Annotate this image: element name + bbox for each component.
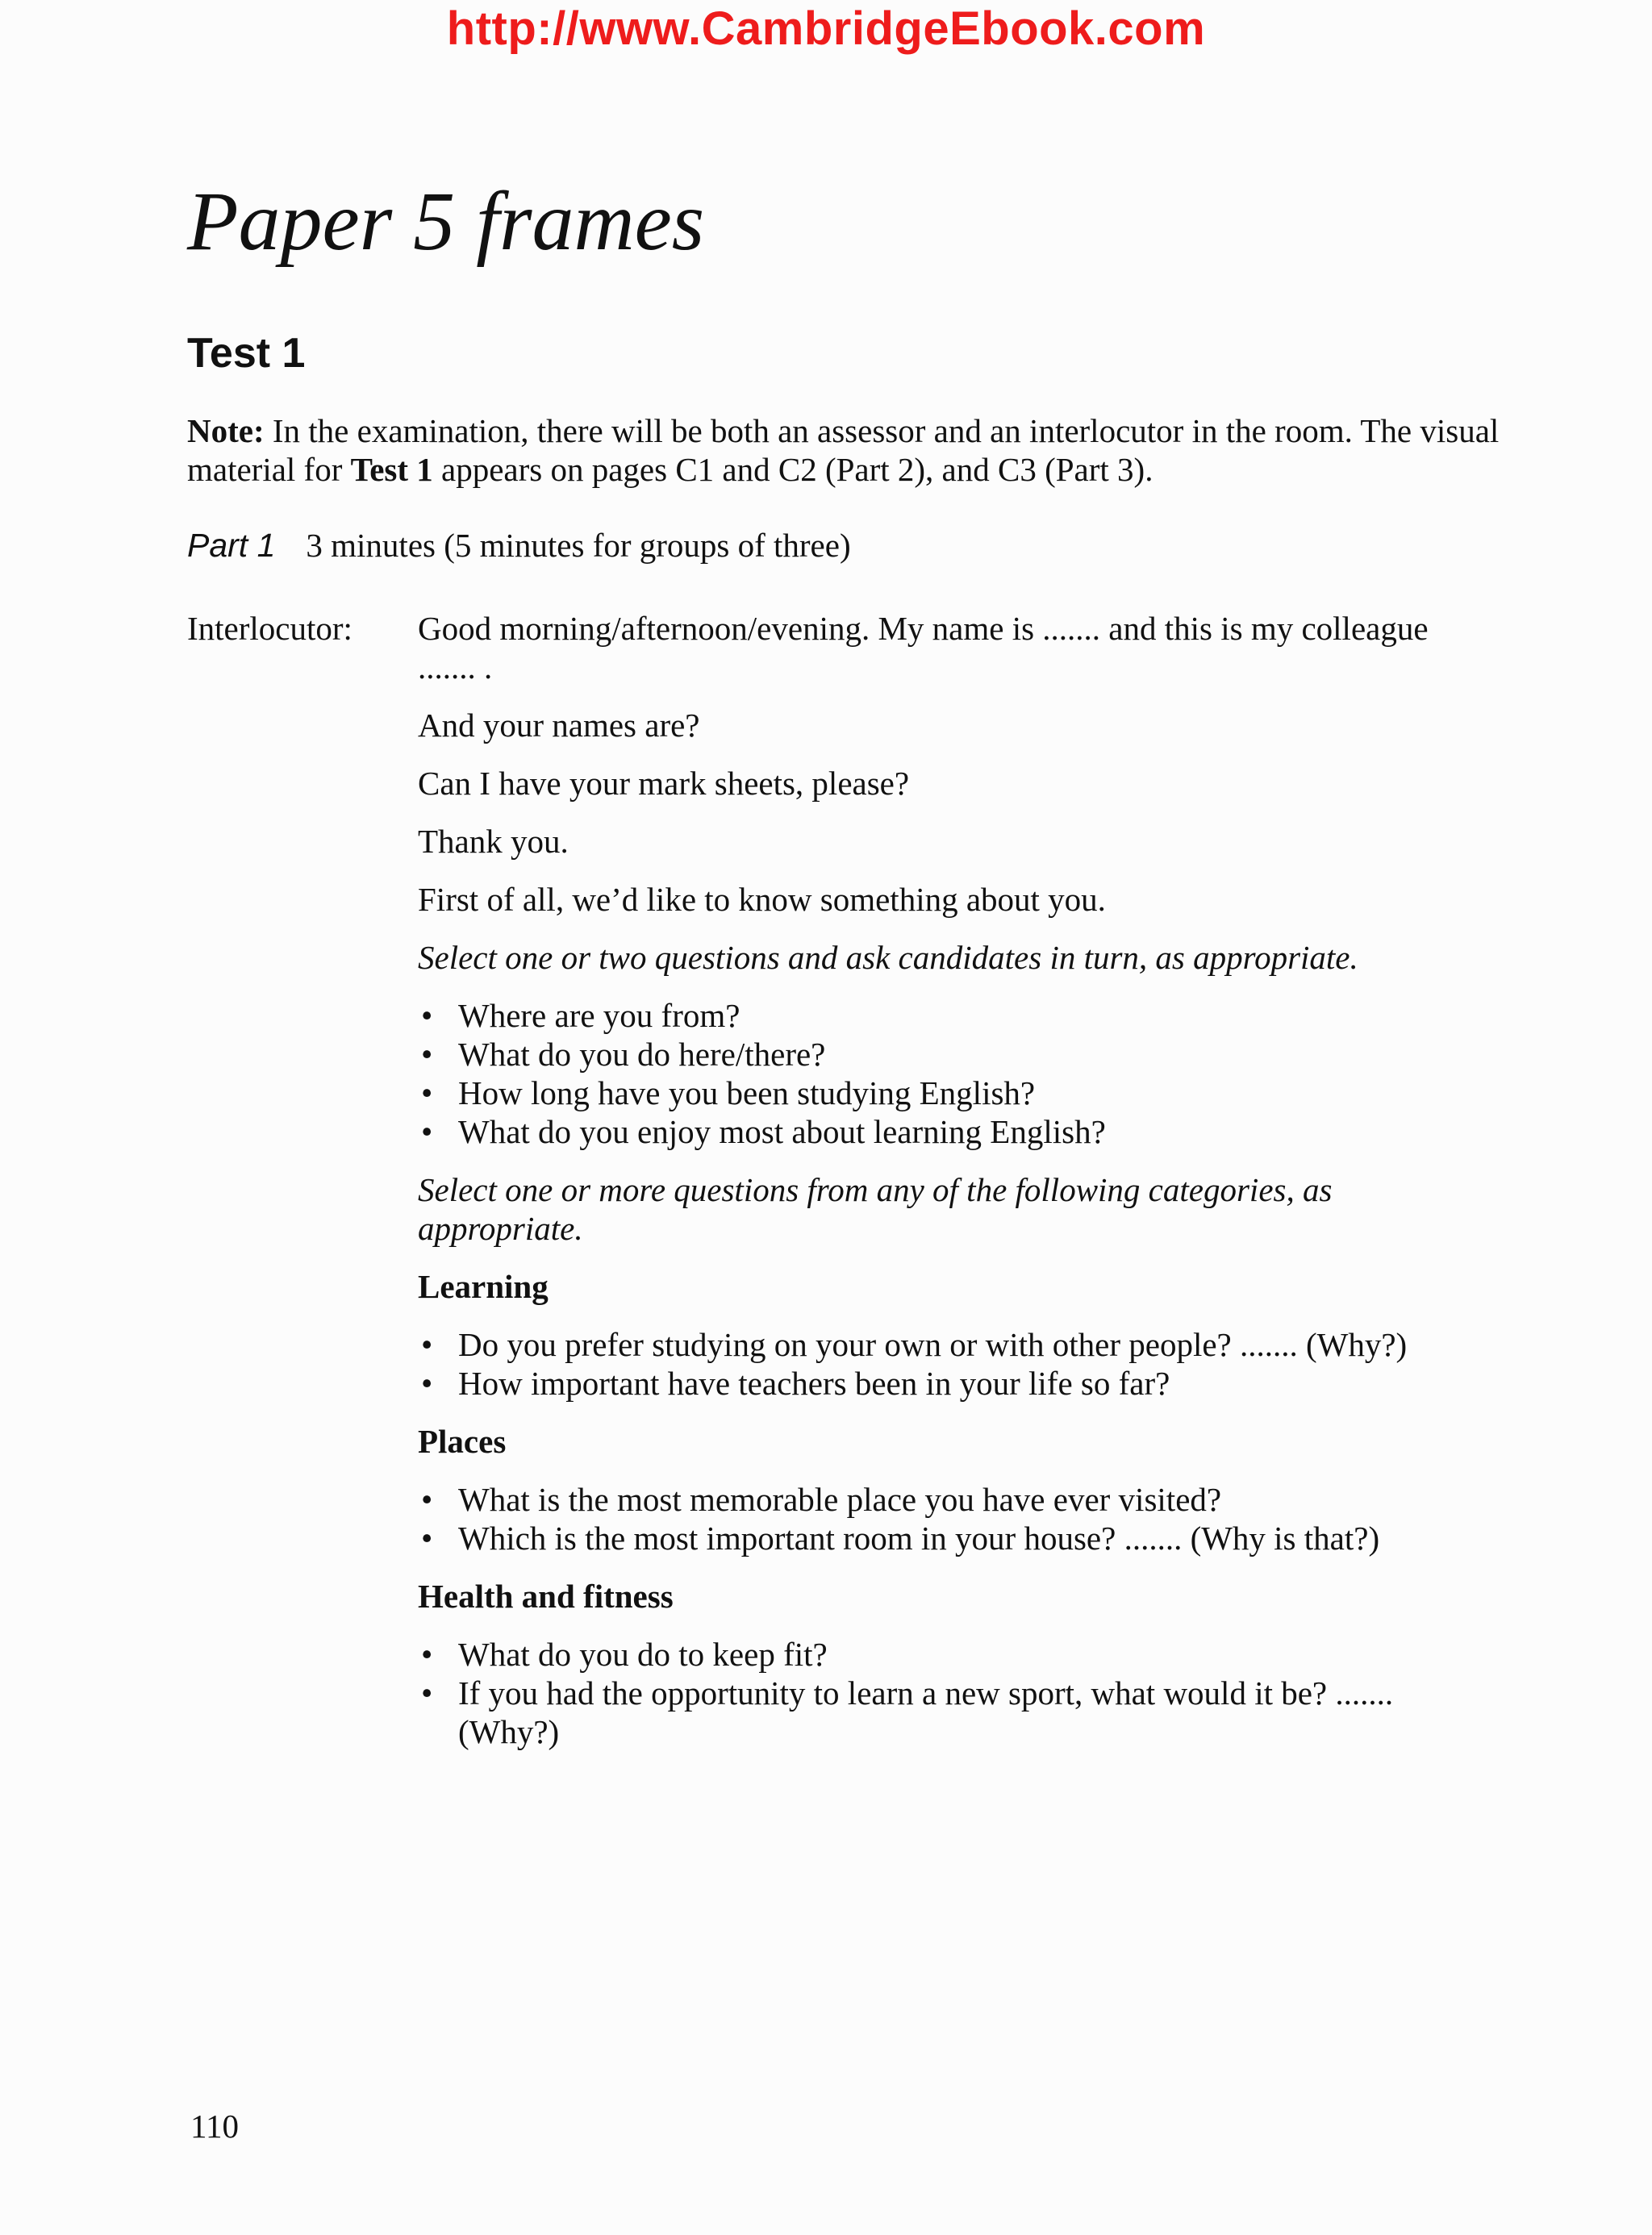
category-heading-places: Places — [418, 1423, 507, 1460]
question-text: What is the most memorable place you have ever visited? — [458, 1481, 1222, 1518]
bullet-icon: • — [421, 1326, 433, 1363]
question-text: How important have teachers been in your life so far? — [458, 1365, 1170, 1402]
bullet-icon: • — [421, 1036, 433, 1073]
note-paragraph — [187, 411, 1558, 489]
bullet-icon: • — [421, 1365, 433, 1402]
list-item — [418, 1074, 1434, 1112]
question-text: What do you do to keep fit? — [458, 1636, 828, 1673]
part-duration: 3 minutes (5 minutes for groups of three) — [306, 527, 851, 564]
test-heading: Test 1 — [187, 330, 306, 377]
first-line: First of all, we’d like to know something about you. — [418, 881, 1106, 918]
list-item — [418, 1112, 1434, 1151]
page-number: 110 — [190, 2108, 239, 2145]
list-item — [418, 1519, 1434, 1557]
names-line: And your names are? — [418, 707, 700, 744]
bullet-icon: • — [421, 1113, 433, 1150]
part-heading — [187, 526, 851, 565]
category-heading-health: Health and fitness — [418, 1578, 674, 1615]
bullet-icon: • — [421, 997, 433, 1034]
script-content — [418, 609, 1434, 1770]
mark-sheets-line: Can I have your mark sheets, please? — [418, 765, 910, 802]
speaker-label: Interlocutor: — [187, 610, 353, 647]
question-text: How long have you been studying English? — [458, 1074, 1036, 1111]
question-text: If you had the opportunity to learn a new sport, what would it be? ....... (Why?) — [458, 1674, 1394, 1750]
greeting-line: Good morning/afternoon/evening. My name is ....... and this is my colleague ....... . — [418, 610, 1429, 686]
list-item — [418, 996, 1434, 1035]
note-test-ref: Test 1 — [350, 451, 433, 488]
question-text: Do you prefer studying on your own or with other people? ....... (Why?) — [458, 1326, 1408, 1363]
health-question-list — [418, 1635, 1434, 1751]
note-text-1: In the examination, there will be both an assessor and an interlocutor in the room. The visual material for — [187, 412, 1500, 488]
bullet-icon: • — [421, 1074, 433, 1111]
note-text-2: appears on pages C1 and C2 (Part 2), and C3 (Part 3). — [432, 451, 1153, 488]
question-text: Which is the most important room in your house? ....... (Why is that?) — [458, 1520, 1380, 1557]
list-item — [418, 1364, 1434, 1403]
list-item — [418, 1674, 1434, 1751]
question-text: Where are you from? — [458, 997, 740, 1034]
bullet-icon: • — [421, 1520, 433, 1557]
instruction-1: Select one or two questions and ask candidates in turn, as appropriate. — [418, 939, 1358, 976]
bullet-icon: • — [421, 1636, 433, 1673]
instruction-2: Select one or more questions from any of the following categories, as appropriate. — [418, 1171, 1333, 1247]
bullet-icon: • — [421, 1481, 433, 1518]
question-text: What do you enjoy most about learning English? — [458, 1113, 1106, 1150]
list-item — [418, 1325, 1434, 1364]
learning-question-list — [418, 1325, 1434, 1403]
places-question-list — [418, 1480, 1434, 1557]
thanks-line: Thank you. — [418, 823, 569, 860]
list-item — [418, 1635, 1434, 1674]
question-text: What do you do here/there? — [458, 1036, 826, 1073]
note-label: Note: — [187, 412, 265, 449]
bullet-icon: • — [421, 1674, 433, 1712]
intro-question-list — [418, 996, 1434, 1151]
list-item — [418, 1480, 1434, 1519]
page-title: Paper 5 frames — [187, 175, 705, 268]
category-heading-learning: Learning — [418, 1268, 549, 1305]
list-item — [418, 1035, 1434, 1074]
watermark-url: http://www.CambridgeEbook.com — [446, 2, 1206, 55]
part-label: Part 1 — [187, 527, 276, 564]
